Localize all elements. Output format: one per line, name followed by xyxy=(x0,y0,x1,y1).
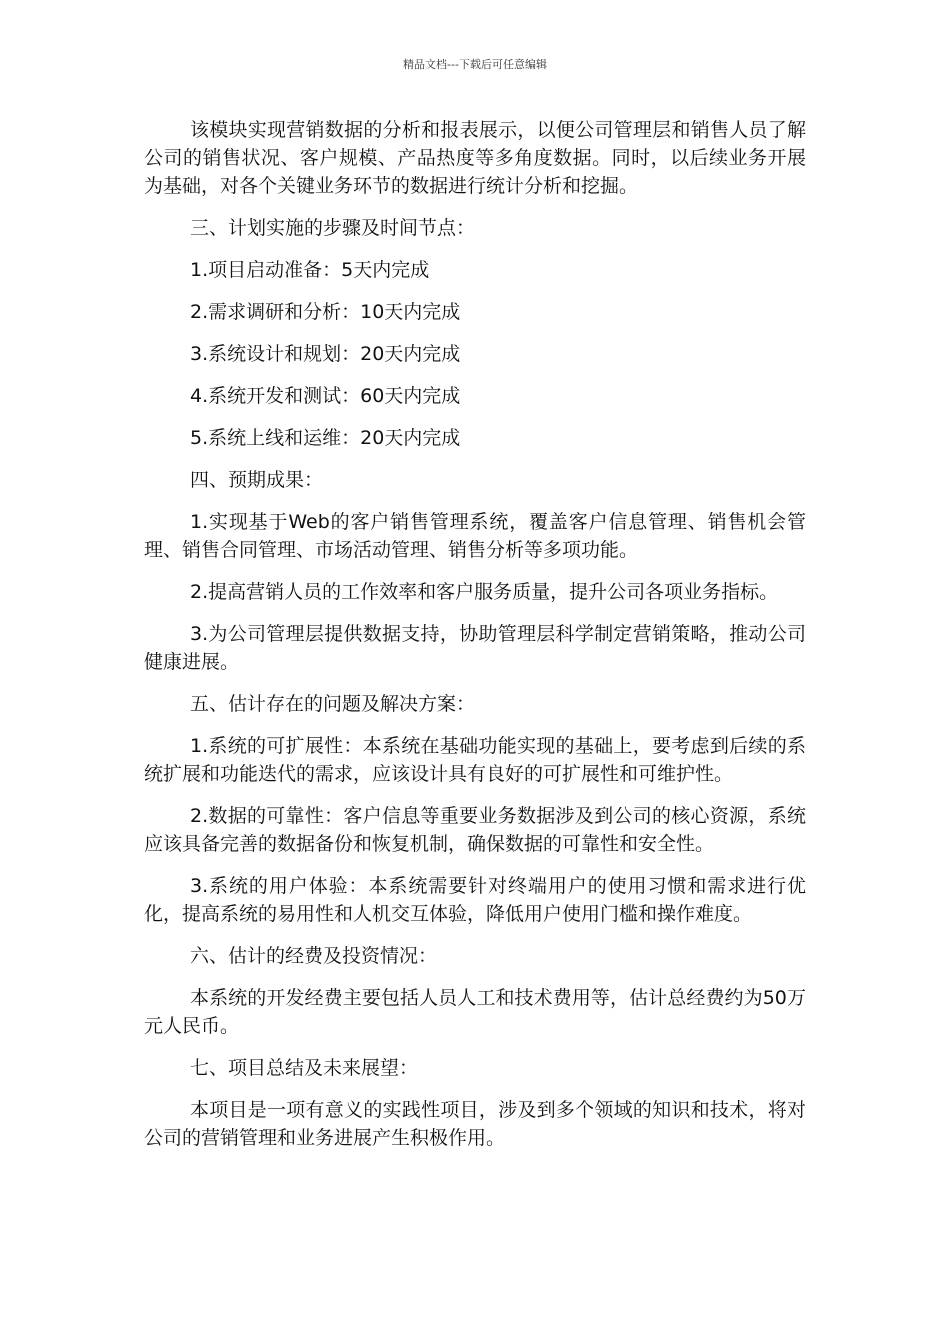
section-heading-6: 六、估计的经费及投资情况： xyxy=(190,945,438,967)
step-item-2: 2.需求调研和分析：10天内完成 xyxy=(190,301,461,323)
outcome-item-1: 1.实现基于Web的客户销售管理系统，覆盖客户信息管理、销售机会管理、销售合同管理、市场活动管理、销售分析等多项功能。 xyxy=(144,511,806,561)
issue-item-1: 1.系统的可扩展性：本系统在基础功能实现的基础上，要考虑到后续的系统扩展和功能迭代的需求，应该设计具有良好的可扩展性和可维护性。 xyxy=(144,735,806,785)
step-item-5: 5.系统上线和运维：20天内完成 xyxy=(190,427,461,449)
outcome-item-3: 3.为公司管理层提供数据支持，协助管理层科学制定营销策略，推动公司健康进展。 xyxy=(144,623,806,673)
step-item-3: 3.系统设计和规划：20天内完成 xyxy=(190,343,461,365)
document-body xyxy=(144,116,806,1166)
section-heading-4: 四、预期成果： xyxy=(190,469,324,491)
budget-paragraph: 本系统的开发经费主要包括人员人工和技术费用等，估计总经费约为50万元人民币。 xyxy=(144,987,806,1037)
page-header: 精品文档---下载后可任意编辑 xyxy=(403,58,547,71)
section-heading-3: 三、计划实施的步骤及时间节点： xyxy=(190,217,476,239)
outcome-item-2: 2.提高营销人员的工作效率和客户服务质量，提升公司各项业务指标。 xyxy=(190,581,779,603)
section-heading-7: 七、项目总结及未来展望： xyxy=(190,1057,419,1079)
summary-paragraph: 本项目是一项有意义的实践性项目，涉及到多个领域的知识和技术，将对公司的营销管理和业务进展产生积极作用。 xyxy=(144,1099,806,1149)
step-item-1: 1.项目启动准备：5天内完成 xyxy=(190,259,430,281)
paragraph-intro: 该模块实现营销数据的分析和报表展示，以便公司管理层和销售人员了解公司的销售状况、客户规模、产品热度等多角度数据。同时，以后续业务开展为基础，对各个关键业务环节的数据进行统计分析和挖掘。 xyxy=(144,119,806,197)
section-heading-5: 五、估计存在的问题及解决方案： xyxy=(190,693,476,715)
step-item-4: 4.系统开发和测试：60天内完成 xyxy=(190,385,461,407)
issue-item-2: 2.数据的可靠性：客户信息等重要业务数据涉及到公司的核心资源，系统应该具备完善的数据备份和恢复机制，确保数据的可靠性和安全性。 xyxy=(144,805,806,855)
issue-item-3: 3.系统的用户体验：本系统需要针对终端用户的使用习惯和需求进行优化，提高系统的易用性和人机交互体验，降低用户使用门槛和操作难度。 xyxy=(144,875,806,925)
